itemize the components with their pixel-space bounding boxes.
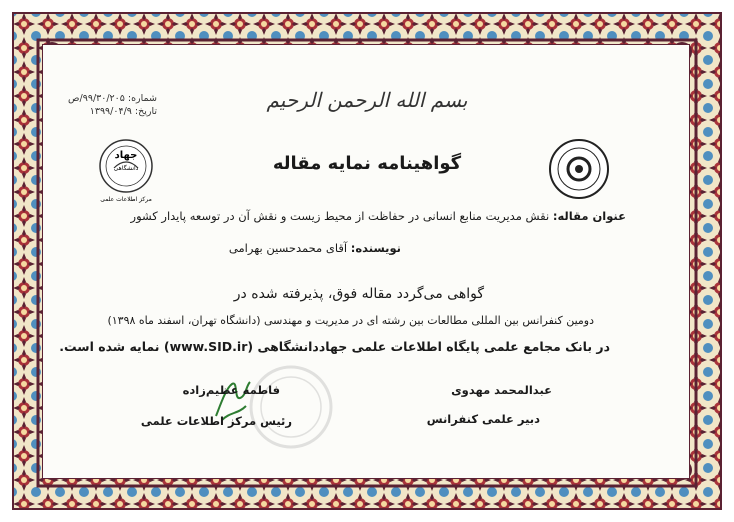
left-signer-role: رئیس مرکز اطلاعات علمی bbox=[140, 414, 292, 428]
right-signer-role: دبیر علمی کنفرانس bbox=[426, 412, 540, 426]
author-value: آقای محمدحسین بهرامی bbox=[228, 241, 348, 255]
certify-line-1: گواهی می‌گردد مقاله فوق، پذیرفته شده در bbox=[233, 286, 484, 302]
left-signer-name: فاطمه عظیم‌زاده bbox=[182, 383, 280, 397]
jahad-logo-text: جهاد bbox=[114, 150, 138, 161]
certificate-title: گواهینامه نمایه مقاله bbox=[272, 153, 462, 174]
article-title-value: نقش مدیریت منابع انسانی در حفاظت از محیط زیست و نقش آن در توسعه پایدار کشور bbox=[130, 209, 550, 223]
author-label: نویسنده: bbox=[350, 241, 401, 255]
right-signer-name: عبدالمحمد مهدوی bbox=[451, 383, 552, 397]
number-label: شماره: ۹۹/۳۰/۲۰۵/ص bbox=[68, 93, 157, 104]
watermark-stamp bbox=[246, 362, 336, 452]
jahad-logo-caption: مرکز اطلاعات علمی bbox=[100, 196, 152, 203]
date-label: تاریخ: ۱۳۹۹/۰۴/۹ bbox=[89, 106, 157, 117]
certify-line-2: دومین کنفرانس بین المللی مطالعات بین رشته ای در مدیریت و مهندسی (دانشگاه تهران، اسفند ماه ۱۳۹۸) bbox=[107, 314, 594, 327]
certify-line-3: در بانک مجامع علمی پایگاه اطلاعات علمی جهاددانشگاهی (www.SID.ir) نمایه شده است. bbox=[59, 339, 610, 354]
author-row bbox=[229, 241, 401, 255]
jahad-logo-subtext: دانشگاهی bbox=[113, 165, 139, 172]
article-title-row bbox=[131, 209, 626, 223]
bismillah-calligraphy: بسم الله الرحمن الرحیم bbox=[266, 88, 468, 112]
article-title-label: عنوان مقاله: bbox=[552, 209, 626, 223]
